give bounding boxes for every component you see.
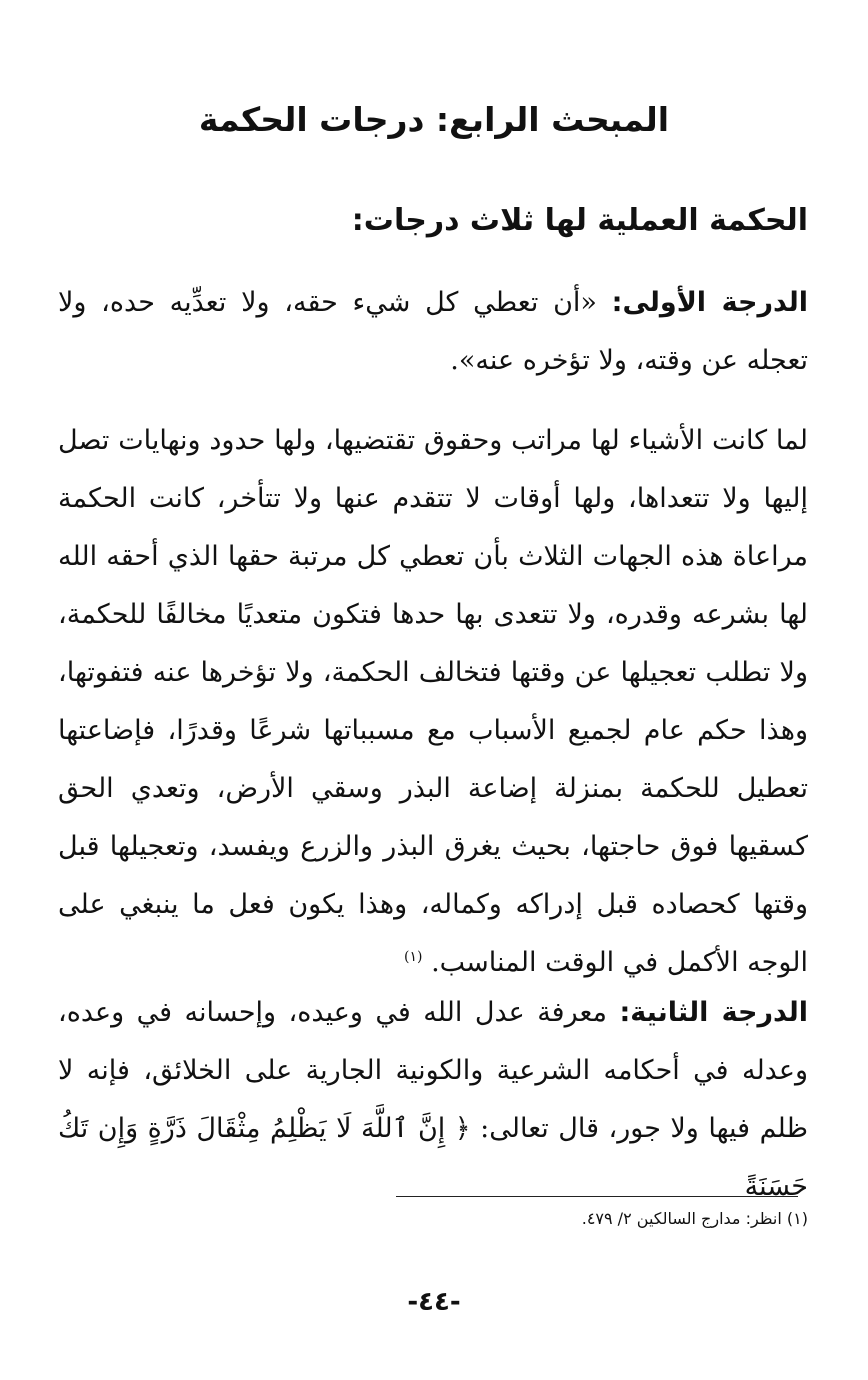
degree-one-label: الدرجة الأولى: <box>611 287 808 318</box>
degree-two-label: الدرجة الثانية: <box>619 997 808 1028</box>
degree-one-paragraph <box>58 274 808 390</box>
degree-two-paragraph <box>58 984 808 1216</box>
explanation-text: لما كانت الأشياء لها مراتب وحقوق تقتضيها، ولها حدود ونهايات تصل إليها ولا تتعداها، ولها أوقات لا تتقدم عنها ولا تتأخر، كانت الحكمة مراعاة هذه الجهات الثلاث بأن تعطي كل مرتبة حقها الذي أحقه الله لها بشرعه وقدره، ولا تتعدى بها حدها فتكون متعديًا مخالفًا للحكمة، ولا تطلب تعجيلها عن وقتها فتخالف الحكمة، ولا تؤخرها عنه فتفوتها، وهذا حكم عام لجميع الأسباب مع مسبباتها شرعًا وقدرًا، فإضاعتها تعطيل للحكمة بمنزلة إضاعة البذر وسقي الأرض، وتعدي الحق كسقيها فوق حاجتها، بحيث يغرق البذر والزرع ويفسد، وتعجيلها قبل وقتها كحصاده قبل إدراكه وكماله، وهذا يكون فعل ما ينبغي على الوجه الأكمل في الوقت المناسب. <box>58 425 808 978</box>
page-number: -٤٤- <box>407 1287 461 1317</box>
footnote: (١) انظر: مدارج السالكين ٢/ ٤٧٩. <box>581 1209 808 1228</box>
page-title: المبحث الرابع: درجات الحكمة <box>198 100 670 139</box>
degree-one-text: «أن تعطي كل شيء حقه، ولا تعدِّيه حده، ولا تعجله عن وقته، ولا تؤخره عنه». <box>58 287 808 376</box>
degree-two-text: معرفة عدل الله في وعيده، وإحسانه في وعده، وعدله في أحكامه الشرعية والكونية الجارية على الخلائق، فإنه لا ظلم فيها ولا جور، قال تعالى: ﴿ إِنَّ ٱللَّهَ لَا يَظْلِمُ مِثْقَالَ ذَرَّةٍ وَإِن تَكُ حَسَنَةً <box>58 997 808 1202</box>
footnote-reference: (١) <box>404 949 423 965</box>
section-intro: الحكمة العملية لها ثلاث درجات: <box>351 203 808 238</box>
explanation-paragraph <box>58 412 808 992</box>
footnote-divider <box>396 1196 798 1197</box>
